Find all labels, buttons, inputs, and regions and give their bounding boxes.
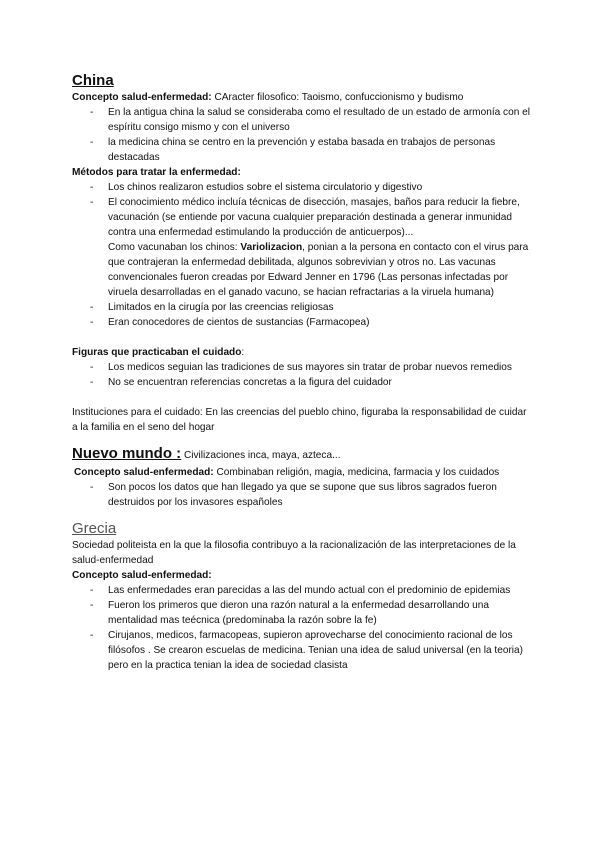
grecia-heading: Grecia: [72, 520, 117, 537]
china-figuras-line: [72, 345, 530, 360]
nuevo-mundo-subtitle: Civilizaciones inca, maya, azteca...: [181, 450, 341, 461]
list-item: - Los chinos realizaron estudios sobre el sistema circulatorio y digestivo: [72, 180, 530, 195]
china-figuras-list: [72, 360, 530, 390]
list-item: - En la antigua china la salud se consideraba como el resultado de un estado de armonía con el espíritu consigo mismo y con el universo: [72, 105, 530, 135]
china-metodos-label-text: Métodos para tratar la enfermedad:: [72, 167, 241, 178]
vacuna-bold: Variolizacion: [240, 242, 303, 253]
list-item: - El conocimiento médico incluía técnicas de disección, masajes, baños para reducir la fiebre, vacunación (se entiende por vacuna cualquier preparación destinada a generar inmunidad contra una enfermedad estimulando la producción de anticuerpos)...: [72, 195, 530, 240]
list-item: - Los medicos seguian las tradiciones de sus mayores sin tratar de probar nuevos remedios: [72, 360, 530, 375]
china-metodos-list: [72, 180, 530, 240]
list-item: - Son pocos los datos que han llegado ya que se supone que sus libros sagrados fueron destruidos por los invasores españoles: [72, 480, 530, 510]
list-item: - Fueron los primeros que dieron una razón natural a la enfermedad desarrollando una mentalidad mas teécnica (predominaba la razón sobre la fe): [72, 598, 530, 628]
list-item: - Eran conocedores de cientos de sustancias (Farmacopea): [72, 315, 530, 330]
china-concepto-line: [72, 90, 530, 105]
china-instituciones: Instituciones para el cuidado: En las creencias del pueblo chino, figuraba la responsabilidad de cuidar a la familia en el seno del hogar: [72, 407, 527, 433]
grecia-concepto-label: Concepto salud-enfermedad:: [72, 570, 212, 581]
china-metodos-label: [72, 165, 530, 180]
list-item: - Limitados en la cirugía por las creencias religiosas: [72, 300, 530, 315]
nuevo-mundo-concepto-text: Combinaban religión, magia, medicina, farmacia y los cuidados: [213, 467, 500, 478]
china-figuras-colon: :: [241, 347, 245, 358]
china-concepto-list: [72, 105, 530, 165]
grecia-concepto-line: [72, 568, 530, 583]
nuevo-mundo-concepto-label: Concepto salud-enfermedad:: [74, 467, 214, 478]
vacuna-pre: Como vacunaban los chinos:: [108, 242, 241, 253]
list-item: - Las enfermedades eran parecidas a las del mundo actual con el predominio de epidemias: [72, 583, 530, 598]
list-item: - No se encuentran referencias concretas a la figura del cuidador: [72, 375, 530, 390]
document-page: [72, 72, 530, 673]
nuevo-mundo-concepto-line: [72, 465, 530, 480]
china-figuras-label: Figuras que practicaban el cuidado: [72, 347, 242, 358]
nuevo-mundo-list: [72, 480, 530, 510]
china-concepto-text: CAracter filosofico: Taoismo, confuccionismo y budismo: [211, 92, 464, 103]
china-concepto-label: Concepto salud-enfermedad:: [72, 92, 212, 103]
list-item: - la medicina china se centro en la prevención y estaba basada en trabajos de personas destacadas: [72, 135, 530, 165]
grecia-list: [72, 583, 530, 673]
grecia-intro: Sociedad politeista en la que la filosofia contribuyo a la racionalización de las interpretaciones de la salud-enfermedad: [72, 540, 516, 566]
nuevo-mundo-heading-line: [72, 445, 530, 465]
nuevo-mundo-heading: Nuevo mundo :: [72, 445, 182, 462]
china-metodos-list-cont: [72, 300, 530, 330]
china-vacuna-paragraph: [72, 240, 530, 300]
vacuna-post: , ponian a la persona en contacto con el virus para que contrajeran la enfermedad debilitada, algunos sobrevivian y otros no. Las vacunas convencionales fueron creadas por Edward Jenner en 1796 (Las personas infectadas por viruela desarrolladas en el ganado vacuno, se hacian refractarias a la viruela humana): [108, 242, 529, 298]
china-heading: China: [72, 72, 114, 89]
list-item: - Cirujanos, medicos, farmacopeas, supieron aprovecharse del conocimiento racional de los filósofos . Se crearon escuelas de medicina. Tenian una idea de salud universal (en la teoria) pero en la practica tenian la idea de sociedad clasista: [72, 628, 530, 673]
